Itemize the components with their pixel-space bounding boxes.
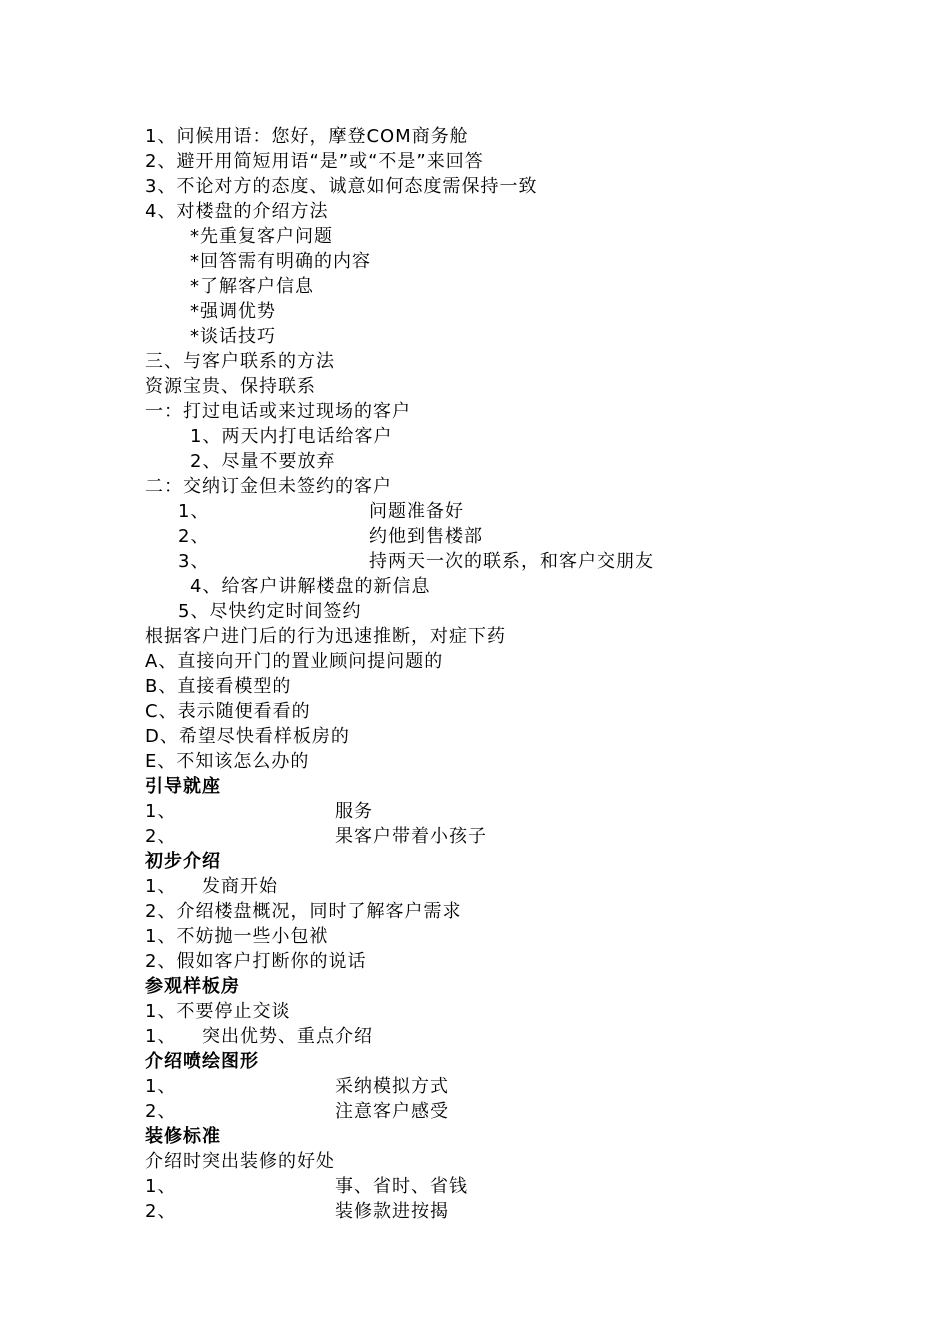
section-heading: 三、与客户联系的方法 — [145, 351, 335, 372]
list-item: B、直接看模型的 — [145, 676, 292, 697]
list-item: 1、不要停止交谈 — [145, 1001, 291, 1022]
list-item: A、直接向开门的置业顾问提问题的 — [145, 651, 444, 672]
list-item-text: 注意客户感受 — [335, 1101, 449, 1122]
list-item: 4、给客户讲解楼盘的新信息 — [190, 576, 431, 597]
list-item-text: 持两天一次的联系，和客户交朋友 — [369, 551, 654, 572]
list-item-num: 1、 — [145, 1176, 177, 1197]
text-line: 2、避开用简短用语“是”或“不是”来回答 — [145, 151, 484, 172]
list-item-num: 2、 — [145, 1101, 177, 1122]
list-item-text: 采纳模拟方式 — [335, 1076, 449, 1097]
list-item: E、不知该怎么办的 — [145, 751, 310, 772]
list-item-text: 突出优势、重点介绍 — [202, 1026, 373, 1047]
list-item-num: 1、 — [145, 801, 177, 822]
section-heading: 引导就座 — [145, 776, 221, 797]
list-item-text: 装修款进按揭 — [335, 1201, 449, 1222]
list-item: D、希望尽快看样板房的 — [145, 726, 350, 747]
section-heading: 介绍喷绘图形 — [145, 1051, 259, 1072]
list-item-text: 服务 — [335, 801, 373, 822]
list-item-num: 1、 — [145, 1026, 177, 1047]
section-heading: 初步介绍 — [145, 851, 221, 872]
list-item-num: 2、 — [178, 526, 210, 547]
list-item: 1、不妨抛一些小包袱 — [145, 926, 329, 947]
list-item: 2、假如客户打断你的说话 — [145, 951, 367, 972]
list-item-text: 果客户带着小孩子 — [335, 826, 487, 847]
bullet-line: *了解客户信息 — [190, 276, 314, 297]
section-heading: 装修标准 — [145, 1126, 221, 1147]
bullet-line: *谈话技巧 — [190, 326, 276, 347]
list-item: 2、介绍楼盘概况，同时了解客户需求 — [145, 901, 462, 922]
text-line: 4、对楼盘的介绍方法 — [145, 201, 329, 222]
list-item-num: 1、 — [145, 1076, 177, 1097]
list-item-text: 发商开始 — [202, 876, 278, 897]
list-item-text: 问题准备好 — [369, 501, 464, 522]
list-item-num: 3、 — [178, 551, 210, 572]
group-title: 二：交纳订金但未签约的客户 — [145, 476, 392, 497]
list-item-text: 约他到售楼部 — [369, 526, 483, 547]
list-item: 1、两天内打电话给客户 — [190, 426, 393, 447]
group-title: 一：打过电话或来过现场的客户 — [145, 401, 411, 422]
text-line: 资源宝贵、保持联系 — [145, 376, 316, 397]
list-item-text: 事、省时、省钱 — [335, 1176, 468, 1197]
list-item: C、表示随便看看的 — [145, 701, 311, 722]
section-heading: 参观样板房 — [145, 976, 240, 997]
text-line: 1、问候用语：您好，摩登COM商务舱 — [145, 126, 469, 147]
text-line: 3、不论对方的态度、诚意如何态度需保持一致 — [145, 176, 538, 197]
bullet-line: *回答需有明确的内容 — [190, 251, 371, 272]
list-item-num: 2、 — [145, 1201, 177, 1222]
text-line: 介绍时突出装修的好处 — [145, 1151, 335, 1172]
bullet-line: *先重复客户问题 — [190, 226, 333, 247]
list-item-num: 1、 — [178, 501, 210, 522]
list-item: 5、尽快约定时间签约 — [178, 601, 362, 622]
text-line: 根据客户进门后的行为迅速推断，对症下药 — [145, 626, 506, 647]
bullet-line: *强调优势 — [190, 301, 276, 322]
list-item: 2、尽量不要放弃 — [190, 451, 336, 472]
list-item-num: 2、 — [145, 826, 177, 847]
list-item-num: 1、 — [145, 876, 177, 897]
